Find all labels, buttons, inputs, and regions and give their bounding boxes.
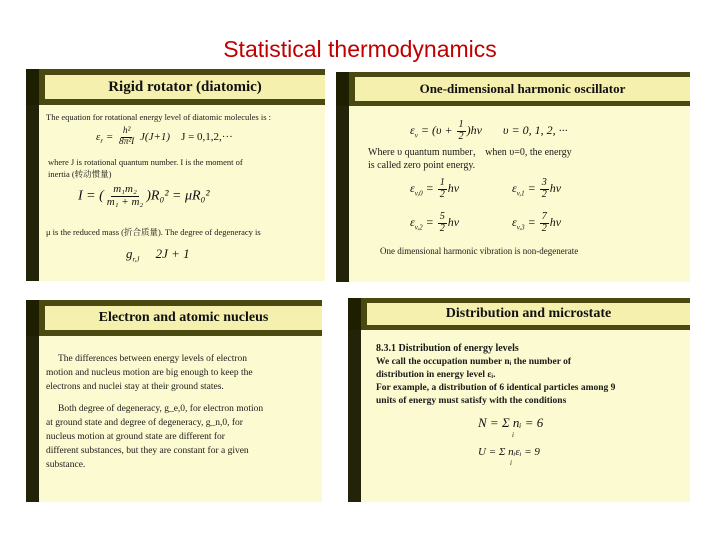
slide-title: Rigid rotator (diatomic) [108, 78, 262, 95]
oscillator-energy-equation: $\varepsilon_v = (\upsilon$ + $\frac{1}{2}$ )hν υ = 0, 1, 2, ··· [410, 119, 568, 142]
slide-title-bar [26, 69, 325, 105]
footer-text: One dimensional harmonic vibration is non-degenerate [380, 246, 579, 256]
slide-title: One-dimensional harmonic oscillator [419, 80, 626, 96]
slide-title-bar [336, 72, 690, 106]
degeneracy-equation: $g_{r,J}$ 2J + 1 [126, 246, 190, 264]
body-line-4: units of energy must satisfy with the conditions [376, 396, 567, 406]
para2-line-5: substance. [46, 460, 86, 470]
body-line-3: For example, a distribution of 6 identical particles among 9 [376, 383, 616, 393]
body-line-2: distribution in energy level εᵢ. [376, 370, 496, 380]
energy-level-0: $\varepsilon_{v,0}$ = $\frac{1}{2}$ hν [410, 177, 460, 200]
para1-line-1: The differences between energy levels of electron [58, 354, 248, 364]
para1-line-3: electrons and nuclei stay at their ground states. [46, 382, 224, 392]
para2-line-1: Both degree of degeneracy, g_e,0, for electron motion [58, 404, 264, 414]
slide-title-bar [348, 298, 690, 330]
slide-title: Electron and atomic nucleus [98, 310, 269, 325]
where-line-1: where J is rotational quantum number. I is the moment of [48, 157, 243, 167]
rotational-energy-equation: $\varepsilon_r$ = $\frac{\text{h²}}{\text{8π²I}}$ J(J+1) J = 0,1,2,··· [96, 126, 233, 147]
energy-level-3: $\varepsilon_{v,3}$ = $\frac{7}{2}$ hν [512, 211, 562, 234]
body-line-1: We call the occupation number nᵢ the number of [376, 357, 572, 367]
where-line-2: is called zero point energy. [368, 160, 476, 171]
para2-line-2: at ground state and degree of degeneracy, g_n,0, for [46, 418, 243, 428]
particle-count-equation: N = Σ nᵢ = 6 i [478, 415, 544, 439]
slide-rigid-rotator [26, 69, 325, 281]
energy-level-1: $\varepsilon_{v,1}$ = $\frac{3}{2}$ hν [512, 177, 562, 200]
where-line-1: Where υ quantum number， when υ=0, the energy [368, 147, 572, 158]
section-heading: 8.3.1 Distribution of energy levels [376, 343, 519, 354]
para2-line-4: different substances, but they are constant for a given [46, 446, 249, 456]
slide-harmonic-oscillator [336, 72, 690, 282]
para1-line-2: motion and nucleus motion are big enough to keep the [46, 368, 253, 378]
energy-level-2: $\varepsilon_{v,2}$ = $\frac{5}{2}$ hν [410, 211, 460, 234]
slide-electron-nucleus [26, 300, 322, 502]
energy-equation: U = Σ nᵢεᵢ = 9 i [478, 446, 540, 467]
page-title: Statistical thermodynamics [223, 36, 497, 62]
slide-title-bar [26, 300, 322, 336]
slide-distribution-microstate [348, 298, 690, 502]
para2-line-3: nucleus motion at ground state are different for [46, 432, 225, 442]
where-line-2: inertia (转动惯量) [48, 169, 112, 179]
reduced-mass-text: μ is the reduced mass (折合质量). The degree of degeneracy is [46, 227, 261, 237]
slide-title: Distribution and microstate [445, 306, 612, 321]
intro-text: The equation for rotational energy level of diatomic molecules is : [46, 112, 272, 122]
inertia-equation: I = ( $\frac{\text{m₁m₂}}{\text{m₁ + m₂}}$ )R₀² = μR₀² [78, 183, 210, 208]
